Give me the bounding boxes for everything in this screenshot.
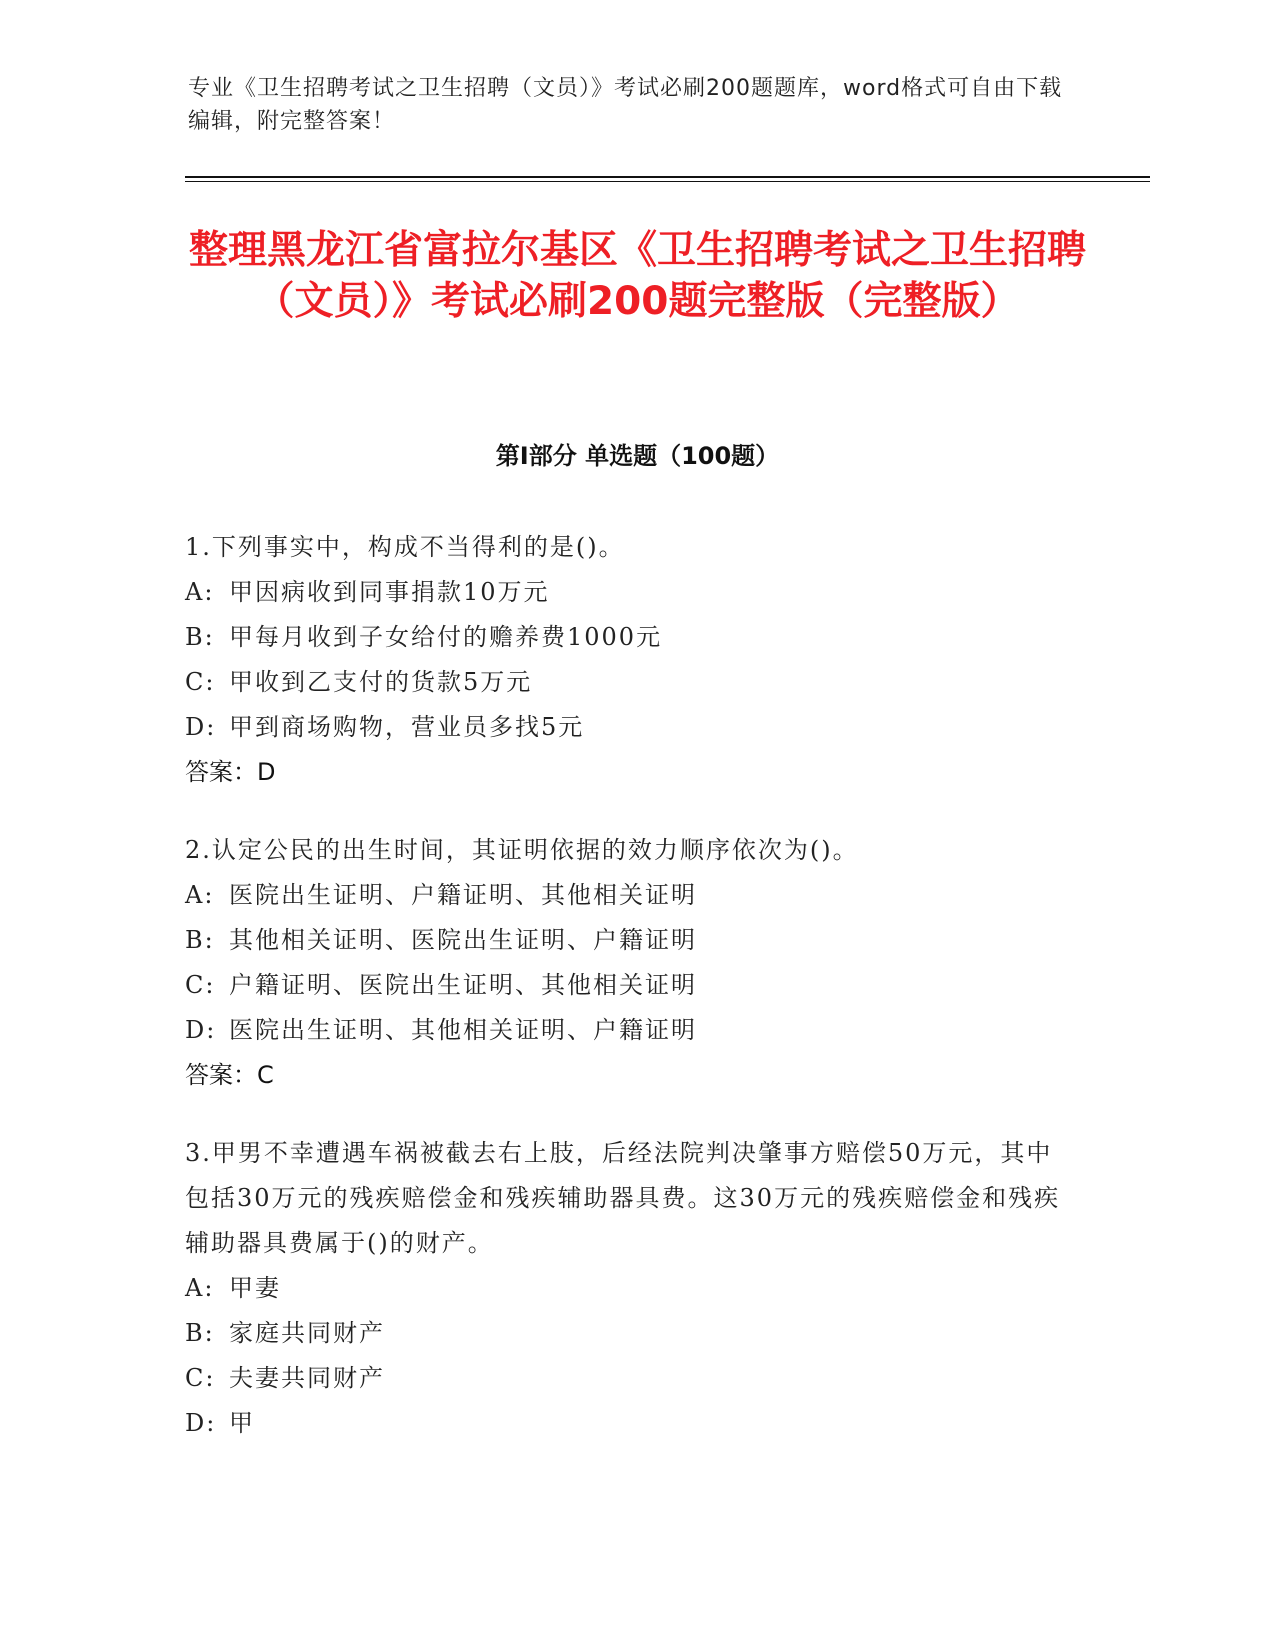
option-d (185, 1008, 1065, 1053)
option-text: 夫妻共同财产 (229, 1364, 385, 1392)
option-text: 甲到商场购物，营业员多找5元 (229, 713, 585, 741)
option-c (185, 963, 1065, 1008)
question-2 (185, 828, 1065, 1098)
document-title: 整理黑龙江省富拉尔基区《卫生招聘考试之卫生招聘（文员）》考试必刷200题完整版（完整版） (188, 228, 1086, 324)
option-b (185, 1311, 1065, 1356)
option-text: 户籍证明、医院出生证明、其他相关证明 (229, 971, 697, 999)
option-d (185, 705, 1065, 750)
option-key: A: (185, 881, 215, 909)
option-text: 其他相关证明、医院出生证明、户籍证明 (229, 926, 697, 954)
question-stem: 1.下列事实中，构成不当得利的是()。 (185, 533, 625, 561)
header-rule-thick (185, 176, 1150, 178)
option-text: 甲 (229, 1409, 255, 1437)
question-3 (185, 1131, 1065, 1446)
question-stem: 2.认定公民的出生时间，其证明依据的效力顺序依次为()。 (185, 836, 859, 864)
section-title: 第Ⅰ部分 单选题（100题） (495, 442, 780, 470)
option-key: D: (185, 713, 217, 741)
option-key: A: (185, 1274, 215, 1302)
question-stem: 3.甲男不幸遭遇车祸被截去右上肢，后经法院判决肇事方赔偿50万元，其中包括30万元的残疾赔偿金和残疾辅助器具费。这30万元的残疾赔偿金和残疾辅助器具费属于()的财产。 (185, 1139, 1061, 1257)
option-key: C: (185, 668, 216, 696)
option-text: 甲每月收到子女给付的赡养费1000元 (229, 623, 663, 651)
question-1 (185, 525, 1065, 795)
header-rule-thin (185, 181, 1150, 182)
option-a (185, 1266, 1065, 1311)
option-a (185, 873, 1065, 918)
option-a (185, 570, 1065, 615)
option-c (185, 1356, 1065, 1401)
option-key: B: (185, 1319, 215, 1347)
option-key: C: (185, 1364, 216, 1392)
question-list (185, 525, 1065, 1479)
option-key: D: (185, 1409, 217, 1437)
option-text: 医院出生证明、其他相关证明、户籍证明 (229, 1016, 697, 1044)
option-b (185, 615, 1065, 660)
option-text: 医院出生证明、户籍证明、其他相关证明 (229, 881, 697, 909)
option-key: A: (185, 578, 215, 606)
option-b (185, 918, 1065, 963)
option-c (185, 660, 1065, 705)
answer: 答案：D (185, 758, 276, 786)
option-key: B: (185, 926, 215, 954)
answer: 答案：C (185, 1061, 274, 1089)
header-note: 专业《卫生招聘考试之卫生招聘（文员）》考试必刷200题题库，word格式可自由下载编辑，附完整答案！ (188, 76, 1063, 134)
option-key: D: (185, 1016, 217, 1044)
option-d (185, 1401, 1065, 1446)
option-text: 甲因病收到同事捐款10万元 (229, 578, 550, 606)
option-text: 甲收到乙支付的货款5万元 (229, 668, 533, 696)
option-key: C: (185, 971, 216, 999)
option-key: B: (185, 623, 215, 651)
option-text: 甲妻 (229, 1274, 281, 1302)
option-text: 家庭共同财产 (229, 1319, 385, 1347)
